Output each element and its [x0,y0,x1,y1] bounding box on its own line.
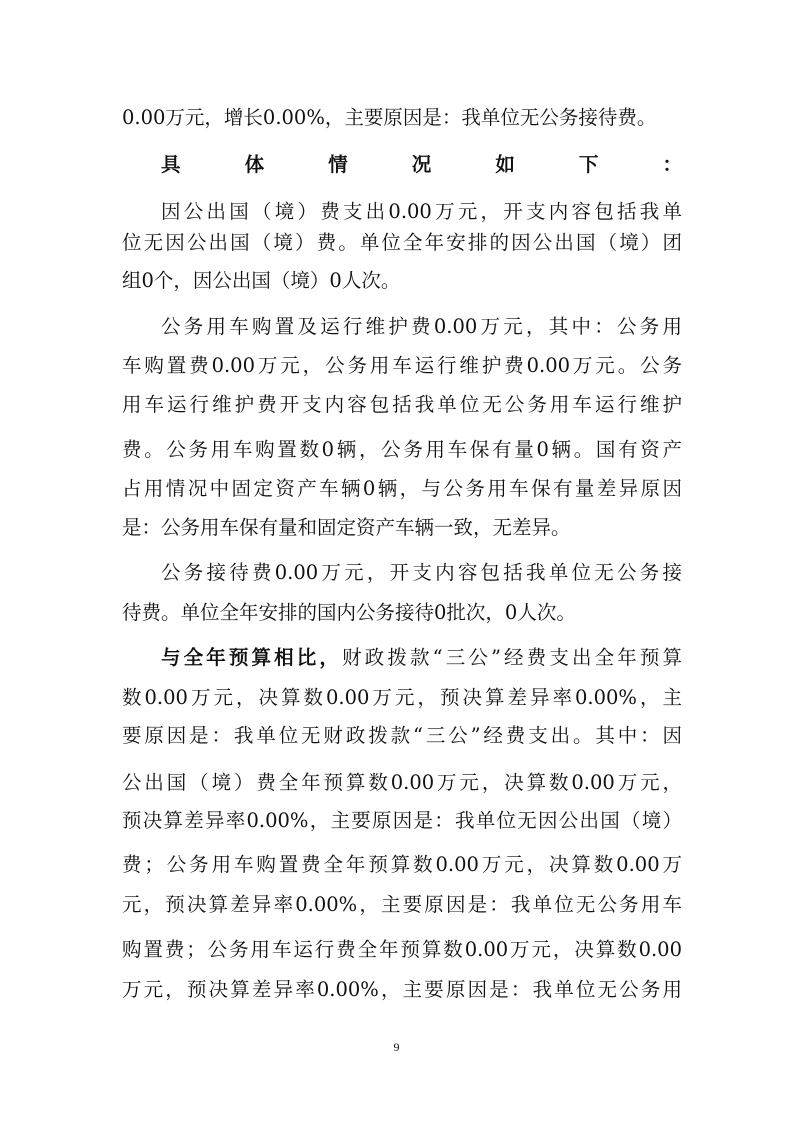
emphasis-lead: 与全年预算相比， [161,646,343,669]
text-line: 占用情况中固定资产车辆0辆，与公务用车保有量差异原因 [122,477,682,500]
text-line: 元，预决算差异率0.00%，主要原因是：我单位无公务用车 [122,893,682,916]
text-line: 数0.00万元，决算数0.00万元，预决算差异率0.00%，主 [122,686,682,709]
text-line: 万元，预决算差异率0.00%，主要原因是：我单位无公务用 [122,978,682,1001]
text-line: 公务接待费0.00万元，开支内容包括我单位无公务接 [161,561,682,584]
text-line: 因公出国（境）费支出0.00万元，开支内容包括我单 [161,200,682,223]
text-line: 要原因是：我单位无财政拨款“三公”经费支出。其中：因 [122,724,682,747]
text-line: 组0个，因公出国（境）0人次。 [122,269,401,292]
text-line: 公出国（境）费全年预算数0.00万元，决算数0.00万元， [122,771,682,794]
text-line [161,645,682,671]
text-span: 财政拨款“三公”经费支出全年预算 [342,646,682,669]
text-line: 位无因公出国（境）费。单位全年安排的因公出国（境）团 [122,231,682,254]
page-number: 9 [393,1040,400,1054]
text-line: 预决算差异率0.00%，主要原因是：我单位无因公出国（境） [122,809,682,832]
text-line: 车购置费0.00万元，公务用车运行维护费0.00万元。公务 [122,354,682,377]
text-line: 费；公务用车购置费全年预算数0.00万元，决算数0.00万 [122,853,682,876]
text-line: 用车运行维护费开支内容包括我单位无公务用车运行维护 [122,393,682,416]
text-line: 公务用车购置及运行维护费0.00万元，其中：公务用 [161,315,682,338]
text-line: 待费。单位全年安排的国内公务接待0批次，0人次。 [122,601,576,624]
text-line: 费。公务用车购置数0辆，公务用车保有量0辆。国有资产 [122,438,682,461]
text-line: 0.00万元，增长0.00%，主要原因是：我单位无公务接待费。 [122,106,657,129]
text-line: 购置费；公务用车运行费全年预算数0.00万元，决算数0.00 [122,938,682,961]
text-line: 是：公务用车保有量和固定资产车辆一致，无差异。 [122,516,571,539]
section-heading: 具体情况如下： [161,153,682,176]
